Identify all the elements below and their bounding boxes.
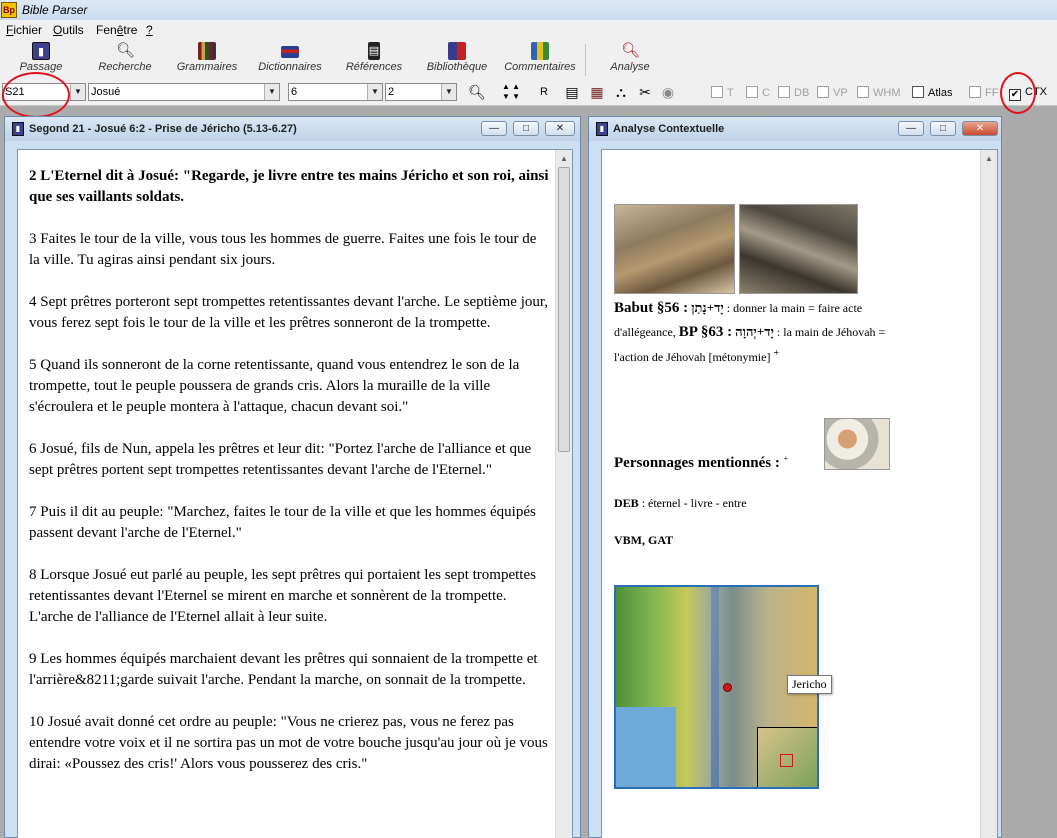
jordan-river — [711, 587, 719, 789]
minimize-button[interactable]: — — [481, 121, 507, 136]
verse-2: 2 L'Eternel dit à Josué: "Regarde, je livre entre tes mains Jéricho et son roi, ainsi que ses vaillants soldats. — [29, 168, 549, 205]
bible-window-title: Segond 21 - Josué 6:2 - Prise de Jéricho (5.13-6.27) — [29, 123, 297, 135]
analyse-button[interactable]: 🔍︎ Analyse — [610, 42, 650, 73]
magnifier-icon: 🔍︎ — [468, 84, 486, 100]
bible-text — [29, 166, 549, 796]
audio-icon[interactable]: ◉ — [661, 84, 675, 100]
checkmark-icon: ✔ — [1010, 89, 1020, 100]
commentary-icon — [531, 42, 549, 60]
jericho-walls-image — [614, 204, 735, 294]
magnifier-icon: 🔍︎ — [116, 42, 136, 59]
title-bar — [0, 0, 1057, 20]
close-button[interactable]: ✕ — [545, 121, 575, 136]
version-select[interactable]: S21 ▼ — [2, 83, 86, 101]
more-link[interactable]: + — [773, 348, 780, 359]
library-icon — [448, 42, 466, 60]
sea-area — [616, 707, 676, 789]
verse-7: 7 Puis il dit au peuple: "Marchez, faites le tour de la ville et que les hommes équipés passent devant l'arche de l'Eternel." — [29, 504, 536, 541]
menu-fichier[interactable]: Fichier — [6, 23, 43, 37]
verse-10: 10 Josué avait donné cet ordre au peuple: "Vous ne crierez pas, vous ne ferez pas entendre votre voix et il ne sortira pas un mot de votre bouche jusqu'au jour où je vous dirai: «Poussez des cris!' Alors vous pousserez des cris." — [29, 714, 548, 772]
checkbox-t[interactable]: T — [711, 86, 734, 99]
r-button[interactable]: R — [540, 86, 548, 98]
checkbox-vp[interactable]: VP — [817, 86, 848, 99]
commentaires-button[interactable]: Commentaires — [500, 42, 580, 78]
personnages-heading: Personnages mentionnés : + — [614, 454, 789, 471]
verse-4: 4 Sept prêtres porteront sept trompettes retentissantes devant l'arche. Le septième jour, vous ferez sept fois le tour de la ville et les prêtres sonneront de la trompette. — [29, 294, 549, 331]
context-analysis-window — [588, 116, 1002, 838]
search-passage-button[interactable] — [465, 82, 489, 102]
vbm-line: VBM, GAT — [614, 533, 674, 547]
bp-line: d'allégeance, BP §63 : יָד+יְהוָה : la main de Jéhovah = — [614, 324, 886, 340]
book-icon: ▮ — [12, 122, 24, 136]
passage-button[interactable]: ▮ Passage — [12, 42, 70, 78]
menu-fenetre[interactable]: Fenêtre — [96, 23, 138, 37]
analyse-magnifier-icon: 🔍︎ — [621, 42, 641, 59]
bible-window-titlebar — [5, 117, 580, 141]
up-arrow-icon[interactable]: ▲ ▲ — [501, 82, 521, 91]
joshua-portrait-image — [824, 418, 890, 470]
verse-6: 6 Josué, fils de Nun, appela les prêtres et leur dit: "Portez l'arche de l'alliance et que sept prêtres portent sept trompettes retentissantes devant l'arche de l'Eternel." — [29, 441, 532, 478]
map-inset — [757, 727, 819, 789]
bibliotheque-button[interactable]: Bibliothèque — [421, 42, 493, 78]
toolbar-separator — [585, 44, 586, 76]
menu-help[interactable]: ? — [146, 23, 153, 37]
chevron-down-icon[interactable]: ▼ — [441, 84, 456, 100]
ctx-window-titlebar — [589, 117, 1001, 141]
scroll-up-icon[interactable]: ▲ — [985, 154, 993, 163]
verse-5: 5 Quand ils sonneront de la corne retentissante, quand vous entendrez le son de la trompette, tout le peuple poussera de grands cris. Alors la muraille de la ville s'écroulera et le peuple montera à l'attaque, chacun devant soi." — [29, 357, 520, 415]
checkbox-whm[interactable]: WHM — [857, 86, 901, 99]
down-arrow-icon[interactable]: ▼ ▼ — [501, 92, 521, 101]
verse-8: 8 Lorsque Josué eut parlé au peuple, les sept prêtres qui portaient les sept trompettes retentissantes devant l'Eternel se mirent en marche et sonnèrent de la trompette. L'arche de l'alliance de l'Eternel allait à leur suite. — [29, 567, 536, 625]
annotation-circle-ctx — [1000, 72, 1036, 114]
verse-9: 9 Les hommes équipés marchaient devant les prêtres qui sonnaient de la trompette et l'arrière&8211;garde suivait l'arche. Pendant la marche, on sonnait de la trompette. — [29, 651, 538, 688]
chevron-down-icon[interactable]: ▼ — [70, 84, 85, 100]
map-tooltip: Jericho — [787, 675, 832, 694]
ctx-content — [602, 150, 972, 838]
checkbox-db[interactable]: DB — [778, 86, 809, 99]
verse-select[interactable]: 2 ▼ — [385, 83, 457, 101]
checkbox-ctx[interactable]: ✔ CTX — [1010, 86, 1047, 100]
recherche-button[interactable]: 🔍︎ Recherche — [98, 42, 152, 73]
library-stack-icon[interactable]: ▦ — [590, 84, 604, 100]
menu-bar — [0, 20, 1057, 40]
verse-3: 3 Faites le tour de la ville, vous tous les hommes de guerre. Faites une fois le tour de la ville. Tu agiras ainsi pendant six jours. — [29, 231, 537, 268]
checkbox-c[interactable]: C — [746, 86, 770, 99]
deb-line: DEB : éternel - livre - entre — [614, 496, 747, 510]
bible-text-pane[interactable] — [17, 149, 573, 838]
ctx-content-pane[interactable] — [601, 149, 998, 838]
chapter-select[interactable]: 6 ▼ — [288, 83, 383, 101]
references-button[interactable]: ▤ Références — [343, 42, 405, 78]
metonymie-line: l'action de Jéhovah [métonymie] + — [614, 348, 780, 364]
battle-scene-image — [739, 204, 858, 294]
scroll-up-icon[interactable]: ▲ — [560, 154, 568, 163]
books-icon — [198, 42, 216, 60]
maximize-button[interactable]: □ — [930, 121, 956, 136]
chevron-down-icon[interactable]: ▼ — [367, 84, 382, 100]
reference-book-icon: ▤ — [368, 42, 380, 60]
babut-line: Babut §56 : יָד+נָתַן : donner la main = faire acte — [614, 300, 863, 316]
verse-stepper[interactable] — [496, 82, 526, 102]
checkbox-ff[interactable]: FF — [969, 86, 998, 99]
chevron-down-icon[interactable]: ▼ — [264, 84, 279, 100]
passage-selector-bar — [0, 80, 1057, 106]
app-icon: Bp — [1, 2, 17, 18]
dictionary-icon — [281, 46, 299, 58]
ctx-window-title: Analyse Contextuelle — [613, 123, 725, 135]
text-view-icon[interactable]: ▤ — [565, 84, 579, 100]
dictionnaires-button[interactable]: Dictionnaires — [254, 42, 326, 78]
menu-outils[interactable]: Outils — [53, 23, 84, 37]
location-pin-icon[interactable] — [723, 683, 732, 692]
annotation-circle-version — [2, 72, 70, 118]
close-button[interactable]: ✕ — [962, 121, 998, 136]
inset-highlight — [780, 754, 793, 767]
grammaires-button[interactable]: Grammaires — [175, 42, 239, 78]
tree-diagram-icon[interactable]: ⛬ — [616, 84, 626, 100]
book-select[interactable]: Josué ▼ — [88, 83, 280, 101]
minimize-button[interactable]: — — [898, 121, 924, 136]
book-icon: ▮ — [32, 42, 50, 60]
scroll-thumb[interactable] — [558, 167, 570, 452]
bible-scrollbar[interactable] — [555, 150, 572, 838]
checkbox-atlas[interactable]: Atlas — [912, 86, 952, 99]
book-icon: ▮ — [596, 122, 608, 136]
app-title: Bible Parser — [22, 3, 88, 17]
ctx-scrollbar[interactable] — [980, 150, 997, 838]
bible-text-window — [4, 116, 581, 838]
main-toolbar — [0, 40, 1057, 80]
maximize-button[interactable]: □ — [513, 121, 539, 136]
tools-icon[interactable]: ✂ — [639, 84, 651, 100]
